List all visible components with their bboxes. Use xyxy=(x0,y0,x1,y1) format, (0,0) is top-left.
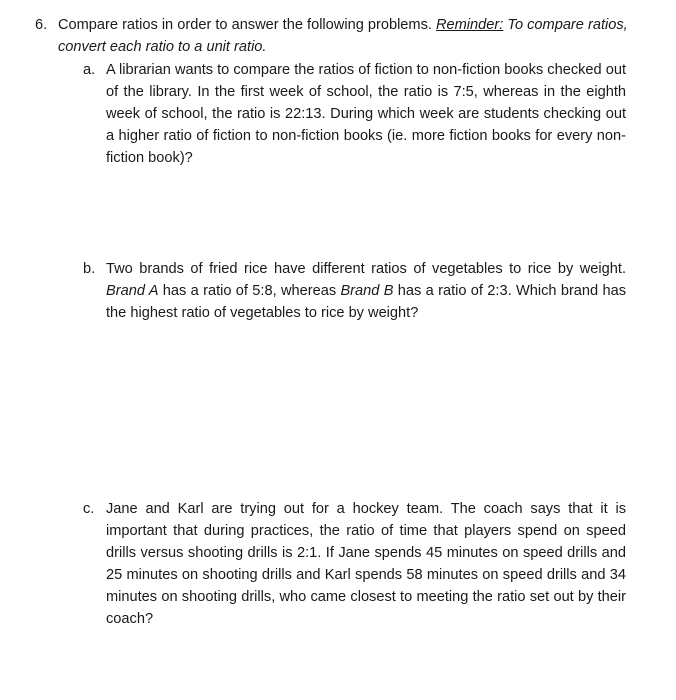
part-label: b. xyxy=(83,261,96,277)
part-b-text-1: Two brands of fried rice have different ratios of vegetables to rice by weight. xyxy=(106,261,626,277)
question-instructions xyxy=(58,14,638,58)
part-c-text: Jane and Karl are trying out for a hockey team. The coach says that it is important that during practices, the ratio of time that players spend on speed drills versus shooting drills is 2:1. If Jane spends 45 minutes on speed drills and 25 minutes on shooting drills and Karl spends 58 minutes on speed drills and 34 minutes on shooting drills, who came closest to meeting the ratio set out by their coach? xyxy=(106,501,626,627)
question-number: 6. xyxy=(35,17,48,33)
reminder-label: Reminder: xyxy=(436,17,504,33)
part-b-text-3: has a ratio of 2:3. Which brand has the highest ratio of vegetables to rice by weight? xyxy=(106,283,627,321)
part-b-text-2: has a ratio of 5:8, whereas xyxy=(158,283,341,299)
question-intro: Compare ratios in order to answer the following problems. xyxy=(58,17,436,33)
brand-b-name: Brand B xyxy=(340,283,394,299)
part-label: a. xyxy=(83,62,96,78)
part-b-text xyxy=(106,258,626,324)
brand-a-name: Brand A xyxy=(106,283,159,299)
part-a-text: A librarian wants to compare the ratios of fiction to non-fiction books checked out of the library. In the first week of school, the ratio is 7:5, whereas in the eighth week of school, the ratio is 22:13. During which week are students checking out a higher ratio of fiction to non-fiction books (ie. more fiction books for every non-fiction book)? xyxy=(106,62,626,166)
part-label: c. xyxy=(83,501,95,517)
reminder-text: To compare ratios, convert each ratio to a unit ratio. xyxy=(58,17,628,55)
